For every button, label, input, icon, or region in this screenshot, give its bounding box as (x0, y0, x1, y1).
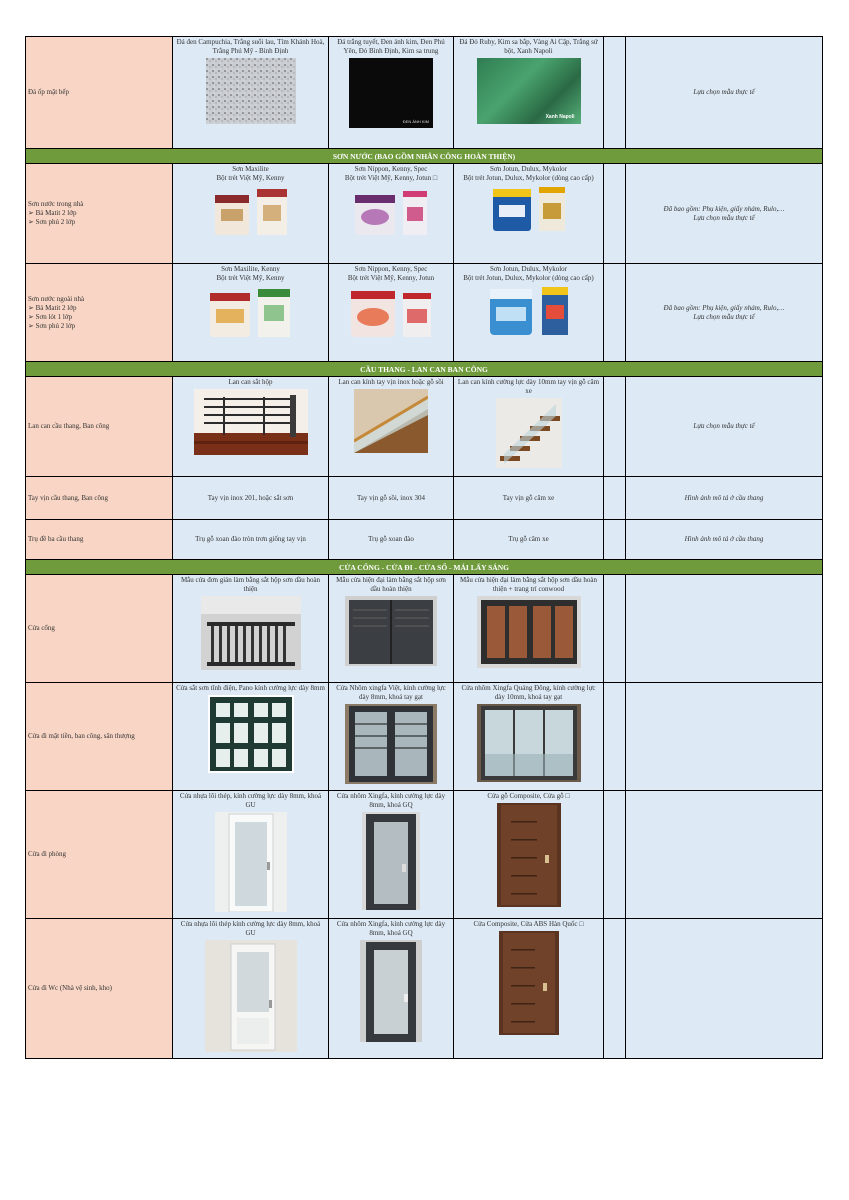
option-3 (454, 264, 604, 362)
option-3 (454, 683, 604, 791)
option-text: Đá đen Campuchia, Trắng suối lau, Tím Khánh Hoà, Trắng Phú Mỹ - Bình Định (176, 38, 325, 55)
glass-railing-image (354, 389, 428, 453)
option-text: Cửa nhôm Xingfa Quảng Đông, kính cường lực dày 10mm, khoá tay gạt (461, 684, 596, 701)
option-2: Tay vịn gỗ sồi, inox 304 (329, 477, 454, 520)
option-1 (173, 575, 329, 683)
option-3 (454, 377, 604, 477)
option-text: Đá trắng tuyết, Đen ánh kim, Đen Phú Yên, Đỏ Bình Định, Kim sa trung (337, 38, 445, 55)
table-row (26, 377, 823, 477)
option-2 (329, 791, 454, 919)
row-label: Cửa đi mặt tiền, ban công, sân thượng (26, 683, 173, 791)
paint-bucket-image (486, 285, 572, 339)
table-row (26, 791, 823, 919)
option-text: Mẫu cửa hiện đại làm bằng sắt hộp sơn dầu hoàn thiện (336, 576, 446, 593)
black-stone-image (349, 58, 433, 128)
door-image (215, 812, 287, 912)
option-2 (329, 575, 454, 683)
gate-image (201, 596, 301, 670)
glass-stair-image (496, 398, 562, 468)
row-label: Cửa cổng (26, 575, 173, 683)
note: Lựa chọn mẫu thực tế (626, 377, 823, 477)
option-2 (329, 683, 454, 791)
option-text: Cửa gỗ Composite, Cửa gỗ □ (487, 792, 570, 800)
option-2 (329, 37, 454, 149)
door-image (205, 940, 297, 1052)
option-text: Cửa Nhôm xingfa Việt, kính cường lực dày 8mm, khoá tay gạt (336, 684, 446, 701)
option-3: Tay vịn gỗ căm xe (454, 477, 604, 520)
option-text: Sơn Jotun, Dulux, Mykolor Bột trét Jotun, Dulux, Mykolor (dòng cao cấp) (463, 165, 594, 182)
door-image (208, 695, 294, 773)
green-stone-image (477, 58, 581, 124)
option-3 (454, 919, 604, 1059)
door-image (362, 812, 420, 910)
paint-bucket-image (489, 185, 569, 233)
row-label: Sơn nước ngoài nhà ➢ Bả Matit 2 lớp ➢ Sơn lót 1 lớp ➢ Sơn phủ 2 lớp (26, 264, 173, 362)
table-row (26, 477, 823, 520)
note: Hình ảnh mô tả ở cầu thang (626, 520, 823, 560)
option-3 (454, 164, 604, 264)
door-image (499, 931, 559, 1035)
door-image (497, 803, 561, 907)
table-row (26, 575, 823, 683)
option-1: Tay vịn inox 201, hoặc sắt sơn (173, 477, 329, 520)
option-text: Mẫu cửa đơn giản làm bằng sắt hộp sơn dầu hoàn thiện (180, 576, 321, 593)
option-2 (329, 264, 454, 362)
door-image (477, 704, 581, 782)
option-text: Đá Đỏ Ruby, Kim sa bắp, Vàng Ai Cập, Trắng sứ bột, Xanh Napoli (459, 38, 598, 55)
option-text: Sơn Nippon, Kenny, Spec Bột trét Việt Mỹ, Kenny, Jotun (347, 265, 435, 282)
option-3 (454, 791, 604, 919)
note: Hình ảnh mô tả ở cầu thang (626, 477, 823, 520)
row-label: Tay vịn cầu thang, Ban công (26, 477, 173, 520)
option-text: Cửa Composite, Cửa ABS Hàn Quốc □ (473, 920, 584, 928)
paint-bucket-image (206, 285, 296, 341)
option-1 (173, 683, 329, 791)
option-1 (173, 164, 329, 264)
note: Lựa chọn mẫu thực tế (626, 37, 823, 149)
image-caption: Xanh Napoli (545, 114, 575, 120)
option-text: Sơn Maxilite Bột trét Việt Mỹ, Kenny (216, 165, 285, 182)
option-text: Sơn Nippon, Kenny, Spec Bột trét Việt Mỹ, Kenny, Jotun □ (344, 165, 438, 182)
option-3: Trụ gỗ căm xe (454, 520, 604, 560)
option-2 (329, 164, 454, 264)
row-label: Lan can cầu thang, Ban công (26, 377, 173, 477)
option-1 (173, 377, 329, 477)
option-text: Lan can kính tay vịn inox hoặc gỗ sồi (338, 378, 444, 386)
option-text: Cửa nhôm Xingfa, kính cường lực dày 8mm, khoá GQ (336, 920, 446, 937)
table-row (26, 37, 823, 149)
option-1 (173, 919, 329, 1059)
option-1: Trụ gỗ xoan đào tròn trơn giống tay vịn (173, 520, 329, 560)
spec-table (25, 36, 823, 1059)
option-text: Cửa nhựa lõi thép kính cường lực dày 8mm, khoá GU (180, 920, 321, 937)
gate-image (345, 596, 437, 666)
row-label: Đá ốp mặt bếp (26, 37, 173, 149)
option-text: Cửa nhôm Xingfa, kính cường lực dày 8mm, khoá GQ (336, 792, 446, 809)
door-image (360, 940, 422, 1042)
option-text: Lan can sắt hộp (228, 378, 273, 386)
option-2 (329, 377, 454, 477)
note: Đã bao gồm: Phụ kiện, giấy nhám, Rulo,… Lựa chọn mẫu thực tế (626, 264, 823, 362)
option-3 (454, 575, 604, 683)
row-label: Cửa đi phòng (26, 791, 173, 919)
section-header: SƠN NƯỚC (BAO GỒM NHÂN CÔNG HOÀN THIỆN) (26, 149, 823, 164)
table-row (26, 520, 823, 560)
row-label: Trụ đề ba cầu thang (26, 520, 173, 560)
option-2 (329, 919, 454, 1059)
paint-bucket-image (209, 185, 293, 241)
table-row (26, 683, 823, 791)
paint-bucket-image (351, 185, 431, 241)
option-text: Sơn Maxilite, Kenny Bột trét Việt Mỹ, Kenny (216, 265, 285, 282)
option-2: Trụ gỗ xoan đào (329, 520, 454, 560)
section-header: CỬA CỔNG - CỬA ĐI - CỬA SỔ - MÁI LẤY SÁNG (26, 560, 823, 575)
note: Đã bao gồm: Phụ kiện, giấy nhám, Rulo,… Lựa chọn mẫu thực tế (626, 164, 823, 264)
image-caption: ĐEN ÁNH KIM (402, 119, 429, 124)
table-row (26, 264, 823, 362)
option-text: Lan can kính cường lực dày 10mm tay vịn gỗ căm xe (457, 378, 600, 395)
option-text: Cửa sắt sơn tĩnh điện, Pano kính cường lực dày 8mm (176, 684, 325, 692)
table-row (26, 919, 823, 1059)
door-image (345, 704, 437, 784)
railing-image (194, 389, 308, 455)
option-3 (454, 37, 604, 149)
row-label: Cửa đi Wc (Nhà vệ sinh, kho) (26, 919, 173, 1059)
paint-bucket-image (347, 285, 435, 341)
option-text: Mẫu cửa hiện đại làm bằng sắt hộp sơn dầu hoàn thiện + trang trí conwood (460, 576, 597, 593)
option-text: Sơn Jotun, Dulux, Mykolor Bột trét Jotun, Dulux, Mykolor (dòng cao cấp) (463, 265, 594, 282)
section-header: CẦU THANG - LAN CAN BAN CÔNG (26, 362, 823, 377)
gate-image (477, 596, 581, 668)
row-label: Sơn nước trong nhà ➢ Bả Matit 2 lớp ➢ Sơn phủ 2 lớp (26, 164, 173, 264)
option-1 (173, 37, 329, 149)
option-1 (173, 791, 329, 919)
table-row (26, 164, 823, 264)
option-text: Cửa nhựa lõi thép, kính cường lực dày 8mm, khoá GU (179, 792, 322, 809)
granite-white-image (206, 58, 296, 124)
option-1 (173, 264, 329, 362)
